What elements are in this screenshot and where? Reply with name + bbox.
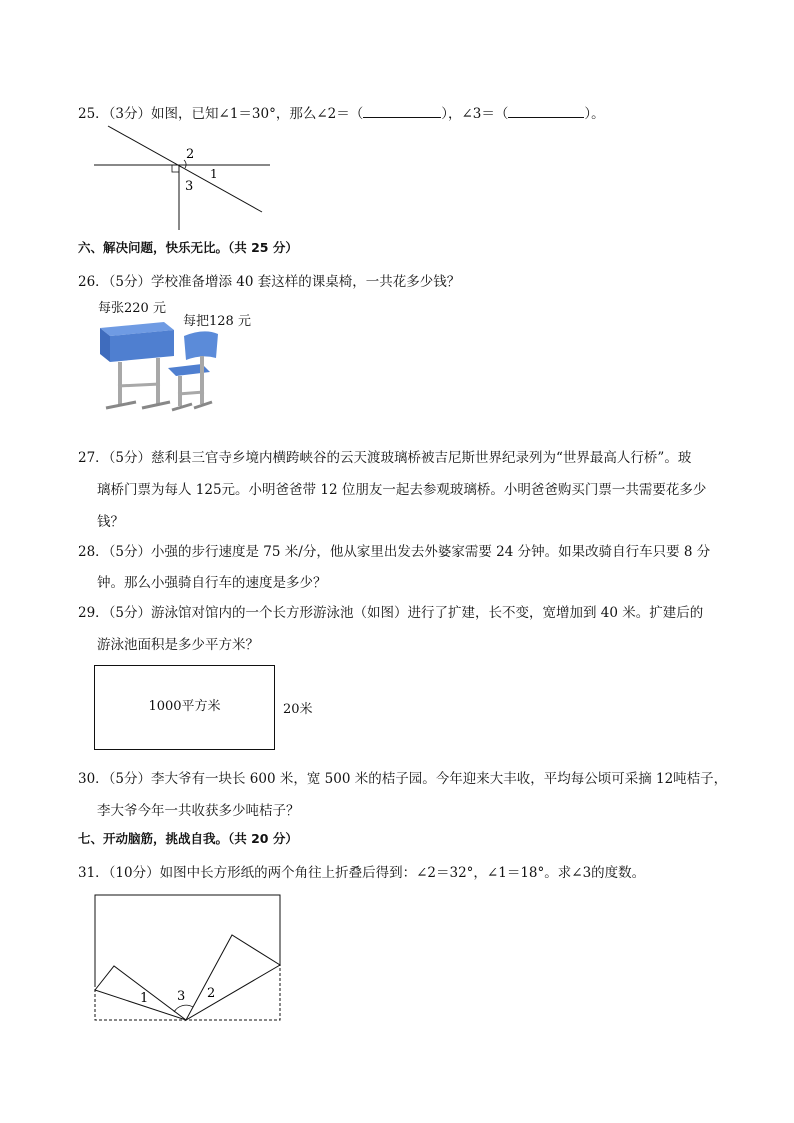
q31-fold-figure (92, 893, 284, 1025)
q25-blank-3[interactable] (508, 116, 584, 118)
question-28-line-2: 钟。那么小强骑自行车的速度是多少？ (97, 575, 327, 591)
section-7-title: 七、开动脑筋，挑战自我。（共 20 分） (78, 831, 298, 846)
q25-text-a: 25．（3分）如图，已知∠1＝30°，那么∠2＝（ (78, 106, 364, 122)
question-30-line-2: 李大爷今年一共收获多少吨桔子？ (97, 803, 300, 819)
angle-2-label: 2 (186, 147, 195, 162)
angle-2-label: 2 (207, 986, 216, 1001)
question-27-line-3: 钱？ (97, 514, 124, 530)
right-angle-mark (172, 165, 179, 172)
chair-back-post (200, 356, 204, 372)
question-28-line-1: 28．（5分）小强的步行速度是 75 米/分，他从家里出发去外婆家需要 24 分钟。如果改骑自行车只要 8 分 (78, 544, 711, 560)
angle-1-label: 1 (140, 991, 149, 1006)
q25-text-b: ），∠3＝（ (441, 106, 509, 122)
question-31: 31．（10分）如图中长方形纸的两个角往上折叠后得到：∠2＝32°，∠1＝18°。求∠3的度数。 (78, 865, 646, 881)
question-25 (78, 102, 605, 122)
angle-1-label: 1 (210, 167, 218, 181)
chair-back (184, 331, 218, 360)
q25-text-c: ）。 (584, 106, 605, 122)
chair-leg-right (200, 372, 204, 404)
angle-3-arc (174, 1005, 193, 1012)
question-29-line-1: 29．（5分）游泳馆对馆内的一个长方形游泳池（如图）进行了扩建，长不变，宽增加到 40 米。扩建后的 (78, 605, 704, 621)
angle-3-label: 3 (177, 989, 186, 1004)
question-27-line-1: 27．（5分）慈利县三官寺乡境内横跨峡谷的云天渡玻璃桥被吉尼斯世界纪录列为“世界最高人行桥”。玻 (78, 450, 692, 466)
question-26: 26．（5分）学校准备增添 40 套这样的课桌椅，一共花多少钱？ (78, 274, 461, 290)
question-30-line-1: 30．（5分）李大爷有一块长 600 米，宽 500 米的桔子园。今年迎来大丰收，平均每公顷可采摘 12吨桔子， (78, 771, 728, 787)
paper-outline (95, 895, 280, 984)
q25-angle-figure (90, 124, 275, 234)
desk-leg-right (156, 358, 160, 404)
paper-dashed-bottom (95, 965, 280, 1020)
desk-leg-left (118, 362, 122, 406)
pool-width-label: 20米 (283, 702, 313, 717)
pool-rectangle (94, 665, 275, 750)
desk-price-label: 每张220 元 (98, 301, 166, 316)
question-29-line-2: 游泳池面积是多少平方米？ (97, 637, 259, 653)
desk-chair-image (96, 316, 226, 416)
pool-area-label: 1000平方米 (148, 699, 221, 714)
section-6-title: 六、解决问题，快乐无比。（共 25 分） (78, 240, 298, 255)
desk-crossbar (118, 384, 160, 386)
angle-3-label: 3 (185, 179, 194, 194)
chair-crossbar (178, 392, 204, 394)
right-folded-flap (186, 935, 280, 1020)
question-27-line-2: 璃桥门票为每人 125元。小明爸爸带 12 位朋友一起去参观玻璃桥。小明爸爸购买门票一共需要花多少 (97, 482, 707, 498)
diagonal-line (108, 126, 262, 212)
chair-leg-left (178, 376, 182, 406)
chair-price-label: 每把128 元 (183, 314, 251, 329)
q25-blank-2[interactable] (363, 116, 441, 118)
